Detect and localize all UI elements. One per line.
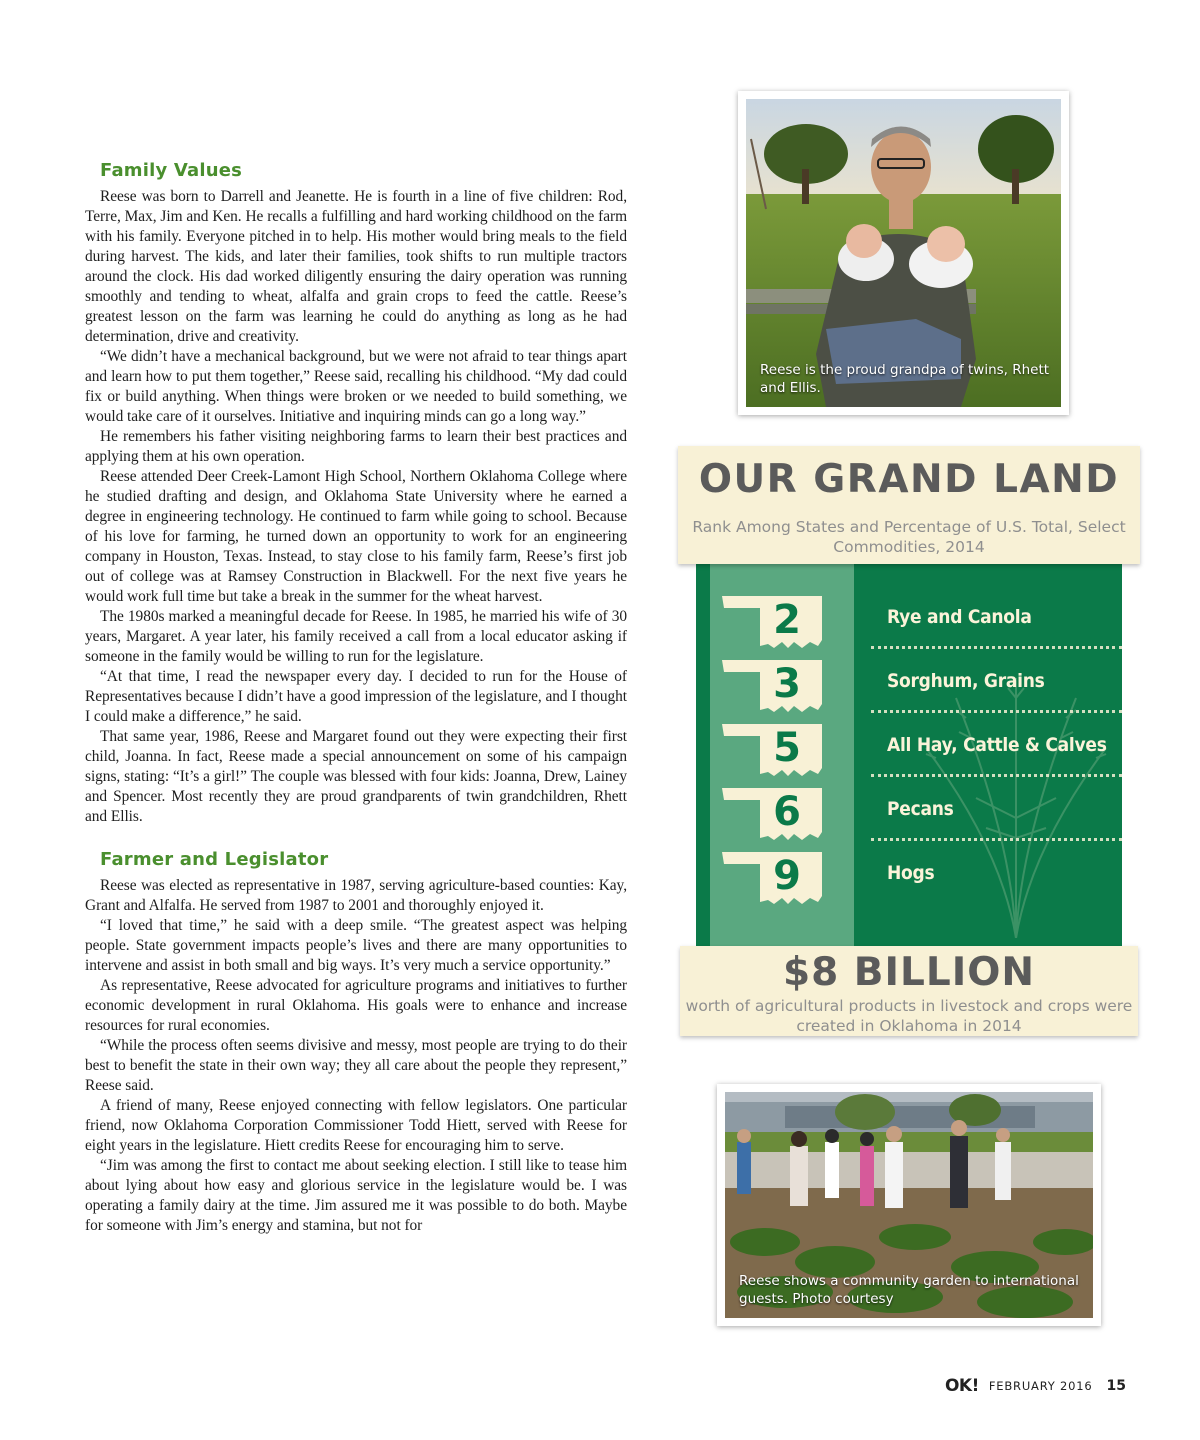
infographic-header <box>678 446 1140 564</box>
paragraph: “At that time, I read the newspaper every day. I decided to run for the House of Representatives because I didn’t have a good impression of the legislature, and I thought I could make a difference,” he said. <box>85 668 627 725</box>
rank-number: 5 <box>773 725 801 771</box>
highlight-box <box>680 946 1138 1036</box>
highlight-text: worth of agricultural products in livestock and crops were created in Oklahoma in 2014 <box>685 997 1133 1035</box>
commodity-label: Rye and Canola <box>887 606 1032 628</box>
rank-number: 3 <box>773 661 801 707</box>
section-farmer-legislator <box>85 849 627 1236</box>
commodity-label: All Hay, Cattle & Calves <box>887 734 1107 756</box>
article-column <box>85 160 627 1258</box>
paragraph: “I loved that time,” he said with a deep smile. “The greatest aspect was helping people. State government impacts people’s lives and there are many opportunities to intervene and assist in both small and big ways. It’s very much a service opportunity.” <box>85 917 627 974</box>
page-footer <box>945 1376 1126 1396</box>
paragraph: “While the process often seems divisive and messy, most people are trying to do their best to benefit the state in their own way; they all care about the people they represent,” Reese said. <box>85 1037 627 1094</box>
rank-number: 2 <box>773 597 801 643</box>
grandpa-photo-caption: Reese is the proud grandpa of twins, Rhett and Ellis. <box>760 362 1050 396</box>
our-grand-land-infographic <box>678 446 1140 1040</box>
grandpa-photo <box>738 91 1069 415</box>
rankings-panel <box>696 558 1122 953</box>
dotted-divider <box>871 646 1122 649</box>
section-heading: Family Values <box>100 160 243 181</box>
highlight-value: $8 BILLION <box>782 950 1036 995</box>
commodity-label: Hogs <box>887 862 935 884</box>
paragraph: “Jim was among the first to contact me about seeking election. I still like to tease him about lying about how easy and glorious service in the legislature would be. I was operating a family dairy at the time. Jim assured me it was possible to do both. Maybe for someone with Jim’s energy and stamina, but not for <box>85 1157 627 1234</box>
paragraph: The 1980s marked a meaningful decade for Reese. In 1985, he married his wife of 30 years, Margaret. A year later, his family received a call from a local educator asking if someone in the family would be willing to run for the legislature. <box>85 608 627 665</box>
rank-number: 9 <box>773 853 801 899</box>
ranking-row <box>696 786 1122 849</box>
dotted-divider <box>871 838 1122 841</box>
ranking-row <box>696 722 1122 785</box>
ranking-row <box>696 594 1122 657</box>
commodity-label: Pecans <box>887 798 954 820</box>
infographic-title: OUR GRAND LAND <box>698 457 1120 502</box>
paragraph: “We didn’t have a mechanical background, but we were not afraid to tear things apart and learn how to put them together,” Reese said, recalling his childhood. “My dad could fix or build anything. When things were broken or we needed to build something, we would take care of it ourselves. Initiative and inquiring minds can go a long way.” <box>85 348 627 425</box>
infographic-subtitle: Rank Among States and Percentage of U.S. Total, Select Commodities, 2014 <box>692 518 1126 556</box>
paragraph: A friend of many, Reese enjoyed connecting with fellow legislators. One particular friend, now Oklahoma Corporation Commissioner Todd Hiett, served with Reese for eight years in the legislature. Hiett credits Reese for encouraging him to serve. <box>85 1097 627 1154</box>
ranking-row <box>696 850 1122 913</box>
paragraph: As representative, Reese advocated for agriculture programs and initiatives to further economic development in rural Oklahoma. His goals were to enhance and increase resources for rural economies. <box>85 977 627 1034</box>
section-heading: Farmer and Legislator <box>100 849 329 870</box>
paragraph: Reese was born to Darrell and Jeanette. He is fourth in a line of five children: Rod, Terre, Max, Jim and Ken. He recalls a fulfilling and hard working childhood on the farm with his family. Everyone pitched in to help. His mother would bring meals to the field during harvest. The kids, and later their families, took shifts to run multiple tractors around the clock. His dad worked diligently ensuring the dairy operation was running smoothly and tending to wheat, alfalfa and grain crops to feed the cattle. Reese’s greatest lesson on the farm was learning he could do anything as long as he had determination, drive and creativity. <box>85 188 627 345</box>
paragraph: Reese attended Deer Creek-Lamont High School, Northern Oklahoma College where he studied drafting and design, and Oklahoma State University where he earned a degree in engineering technology. He continued to farm while going to school. Because of his love for farming, he turned down an opportunity to work for an engineering company in Houston, Texas. Instead, to stay close to his family farm, Reese’s first job out of college was at Ramsey Construction in Blackwell. For the next five years he would work full time but take a break in the summer for the wheat harvest. <box>85 468 627 605</box>
dotted-divider <box>871 710 1122 713</box>
garden-photo-caption: Reese shows a community garden to international guests. Photo courtesy <box>739 1273 1079 1307</box>
magazine-logo: OK! <box>944 1376 979 1396</box>
section-family-values <box>85 160 627 827</box>
paragraph: That same year, 1986, Reese and Margaret found out they were expecting their first child, Joanna. In fact, Reese made a special announcement on some of his campaign signs, stating: “It’s a girl!” The couple was blessed with four kids: Joanna, Drew, Lainey and Spencer. Most recently they are proud grandparents of twin grandchildren, Rhett and Ellis. <box>85 728 627 825</box>
commodity-label: Sorghum, Grains <box>887 670 1045 692</box>
paragraph: Reese was elected as representative in 1987, serving agriculture-based counties: Kay, Grant and Alfalfa. He served from 1987 to 2001 and thoroughly enjoyed it. <box>85 877 627 914</box>
issue-date: FEBRUARY 2016 <box>988 1379 1093 1393</box>
rank-number: 6 <box>773 789 801 835</box>
ranking-row <box>696 658 1122 721</box>
dotted-divider <box>871 774 1122 777</box>
paragraph: He remembers his father visiting neighboring farms to learn their best practices and applying them at his own operation. <box>85 428 627 465</box>
garden-photo <box>717 1084 1101 1326</box>
page-number: 15 <box>1106 1378 1126 1394</box>
